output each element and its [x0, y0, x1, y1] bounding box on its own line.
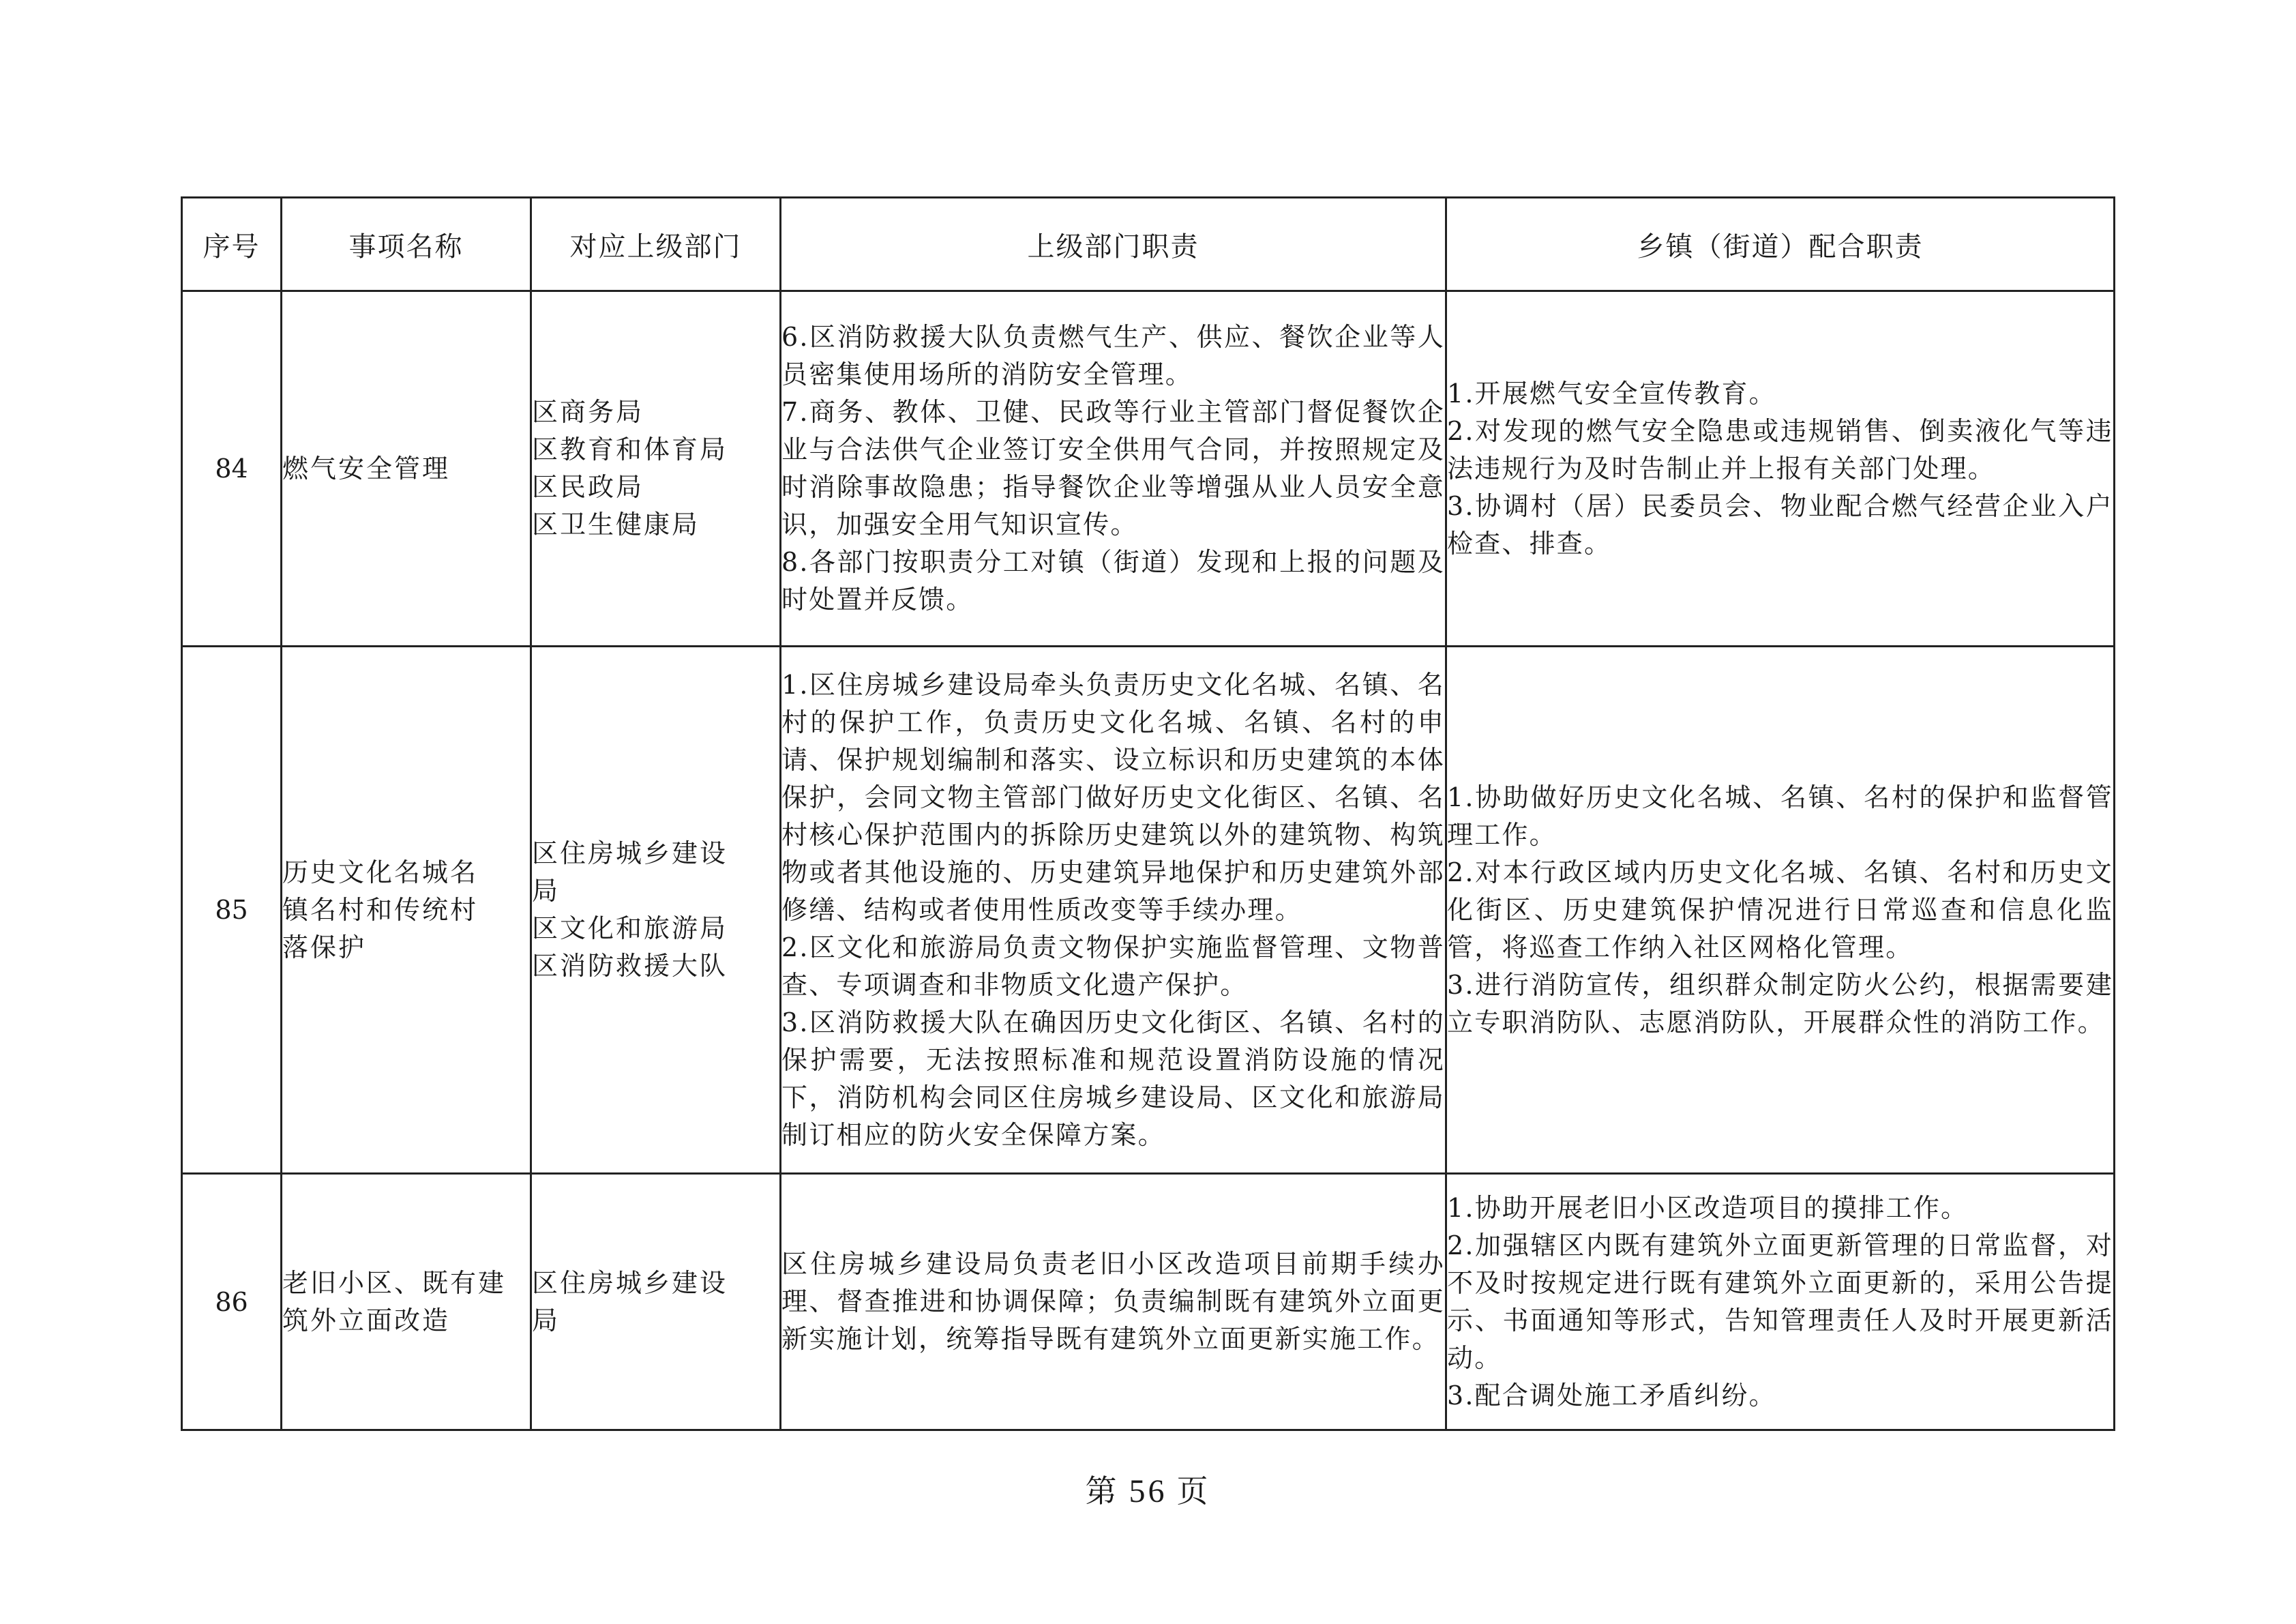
- town-duty-item: 1.开展燃气安全宣传教育。: [1447, 378, 1776, 409]
- item-name-line: 落保护: [282, 932, 367, 962]
- town-duty-item: 2.对发现的燃气安全隐患或违规销售、倒卖液化气等违法违规行为及时告制止并上报有关部门处理。: [1447, 415, 2113, 484]
- upper-duty-item: 3.区消防救援大队在确因历史文化街区、名镇、名村的保护需要，无法按照标准和规范设置消防设施的情况下，消防机构会同区住房城乡建设局、区文化和旅游局制订相应的防火安全保障方案。: [781, 1007, 1445, 1150]
- page-number-footer: [0, 1466, 2296, 1511]
- page-number-prefix: 第: [1085, 1473, 1120, 1509]
- row-number: 85: [182, 647, 282, 1174]
- upper-duty-item: 区住房城乡建设局负责老旧小区改造项目前期手续办理、督查推进和协调保障；负责编制既有建筑外立面更新实施计划，统筹指导既有建筑外立面更新实施工作。: [781, 1249, 1445, 1354]
- upper-duty-cell: [781, 1174, 1446, 1430]
- town-duty-item: 2.加强辖区内既有建筑外立面更新管理的日常监督，对不及时按规定进行既有建筑外立面更新的，采用公告提示、书面通知等形式，告知管理责任人及时开展更新活动。: [1447, 1230, 2113, 1373]
- header-dept: 对应上级部门: [531, 198, 781, 291]
- header-name: 事项名称: [282, 198, 531, 291]
- row-number: 86: [182, 1174, 282, 1430]
- department-cell: [531, 1174, 781, 1430]
- item-name-cell: [282, 647, 531, 1174]
- item-name-line: 燃气安全管理: [282, 453, 451, 484]
- table-row: [182, 1174, 2115, 1430]
- table-row: [182, 647, 2115, 1174]
- department-line: 区商务局: [532, 397, 644, 427]
- row-number: 84: [182, 291, 282, 647]
- department-line: 区教育和体育局: [532, 434, 728, 464]
- page-number-suffix: 页: [1176, 1473, 1211, 1509]
- header-town-duty: 乡镇（街道）配合职责: [1446, 198, 2115, 291]
- town-duty-item: 1.协助做好历史文化名城、名镇、名村的保护和监督管理工作。: [1447, 782, 2113, 850]
- table-row: [182, 291, 2115, 647]
- town-duty-item: 3.进行消防宣传，组织群众制定防火公约，根据需要建立专职消防队、志愿消防队，开展群众性的消防工作。: [1447, 969, 2113, 1037]
- department-line: 区住房城乡建设: [532, 838, 728, 868]
- item-name-line: 历史文化名城名: [282, 857, 479, 887]
- department-line: 局: [532, 876, 561, 906]
- item-name-line: 筑外立面改造: [282, 1305, 451, 1335]
- department-line: 区民政局: [532, 472, 644, 502]
- upper-duty-item: 1.区住房城乡建设局牵头负责历史文化名城、名镇、名村的保护工作，负责历史文化名城、名镇、名村的申请、保护规划编制和落实、设立标识和历史建筑的本体保护，会同文物主管部门做好历史文化街区、名镇、名村核心保护范围内的拆除历史建筑以外的建筑物、构筑物或者其他设施的、历史建筑异地保护和历史建筑外部修缮、结构或者使用性质改变等手续办理。: [781, 669, 1445, 925]
- town-duty-cell: [1446, 1174, 2115, 1430]
- upper-duty-item: 2.区文化和旅游局负责文物保护实施监督管理、文物普查、专项调查和非物质文化遗产保护。: [781, 932, 1445, 1000]
- item-name-line: 老旧小区、既有建: [282, 1267, 507, 1298]
- table-header-row: [182, 198, 2115, 291]
- department-line: 局: [532, 1305, 561, 1335]
- upper-duty-cell: [781, 291, 1446, 647]
- department-line: 区住房城乡建设: [532, 1267, 728, 1298]
- header-no: 序号: [182, 198, 282, 291]
- item-name-cell: [282, 291, 531, 647]
- town-duty-item: 3.协调村（居）民委员会、物业配合燃气经营企业入户检查、排查。: [1447, 490, 2113, 559]
- town-duty-item: 3.配合调处施工矛盾纠纷。: [1447, 1380, 1776, 1411]
- department-cell: [531, 291, 781, 647]
- upper-duty-cell: [781, 647, 1446, 1174]
- upper-duty-item: 8.各部门按职责分工对镇（街道）发现和上报的问题及时处置并反馈。: [781, 547, 1445, 615]
- item-name-line: 镇名村和传统村: [282, 894, 479, 925]
- duty-table: [181, 196, 2115, 1431]
- town-duty-item: 2.对本行政区域内历史文化名城、名镇、名村和历史文化街区、历史建筑保护情况进行日常巡查和信息化监管，将巡查工作纳入社区网格化管理。: [1447, 857, 2113, 962]
- department-line: 区卫生健康局: [532, 510, 700, 540]
- department-line: 区文化和旅游局: [532, 913, 728, 943]
- header-upper-duty: 上级部门职责: [781, 198, 1446, 291]
- town-duty-cell: [1446, 647, 2115, 1174]
- town-duty-cell: [1446, 291, 2115, 647]
- upper-duty-item: 6.区消防救援大队负责燃气生产、供应、餐饮企业等人员密集使用场所的消防安全管理。: [781, 322, 1445, 389]
- upper-duty-item: 7.商务、教体、卫健、民政等行业主管部门督促餐饮企业与合法供气企业签订安全供用气合同，并按照规定及时消除事故隐患；指导餐饮企业等增强从业人员安全意识，加强安全用气知识宣传。: [781, 397, 1445, 540]
- department-line: 区消防救援大队: [532, 951, 728, 981]
- department-cell: [531, 647, 781, 1174]
- item-name-cell: [282, 1174, 531, 1430]
- page-number: 56: [1129, 1473, 1167, 1509]
- town-duty-item: 1.协助开展老旧小区改造项目的摸排工作。: [1447, 1192, 1969, 1223]
